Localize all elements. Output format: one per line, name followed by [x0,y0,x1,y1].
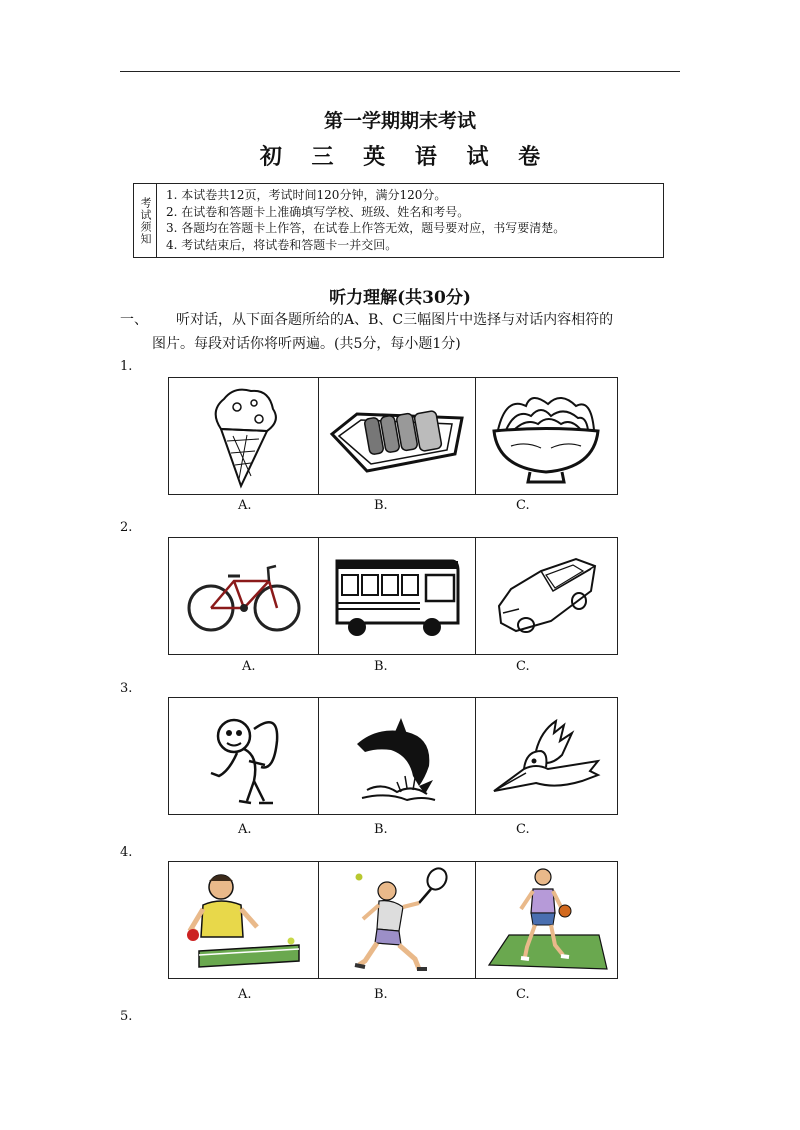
noodle-bowl-icon [486,386,606,486]
ping-pong-player-icon [179,865,309,975]
ice-cream-picture[interactable] [169,378,319,494]
monkey-picture[interactable] [169,698,319,814]
picture-row-q2 [168,537,618,655]
instruction-line-2: 图片。每段对话你将听两遍。(共5分，每小题1分) [152,336,461,352]
notice-item: 4. 考试结束后，将试卷和答题卡一并交回。 [166,237,398,252]
option-b-label: B. [374,987,388,1002]
option-a-label: A. [242,659,256,674]
exam-subtitle: 初 三 英 语 试 卷 [259,144,552,170]
notice-item: 2. 在试卷和答题卡上准确填写学校、班级、姓名和考号。 [166,204,470,219]
option-c-label: C. [516,498,530,513]
question-number: 5. [120,1009,133,1024]
basketball-player-picture[interactable] [476,862,617,978]
exam-title: 第一学期期末考试 [323,110,476,132]
part-number: 一、 [120,312,148,328]
option-c-label: C. [516,659,530,674]
noodle-bowl-picture[interactable] [476,378,617,494]
ice-cream-icon [199,381,289,491]
question-number: 3. [120,681,133,696]
section-title: 听力理解(共30分) [329,288,471,308]
notice-list [166,187,565,253]
dolphin-icon [347,706,447,806]
bread-plate-picture[interactable] [319,378,475,494]
option-a-label: A. [238,822,252,837]
top-rule [120,71,680,72]
question-number: 1. [120,359,133,374]
bird-icon [486,711,606,801]
picture-row-q3 [168,697,618,815]
tennis-player-icon [337,865,457,975]
notice-item: 3. 各题均在答题卡上作答，在试卷上作答无效，题号要对应，书写要清楚。 [166,221,566,235]
option-a-label: A. [238,987,252,1002]
exam-notice-box [133,183,664,258]
monkey-icon [199,701,289,811]
bird-picture[interactable] [476,698,617,814]
bus-picture[interactable] [319,538,475,654]
picture-row-q4 [168,861,618,979]
notice-label: 考试须知 [134,184,157,257]
question-number: 4. [120,845,133,860]
car-picture[interactable] [476,538,617,654]
picture-row-q1 [168,377,618,495]
instruction-line-1: 听对话，从下面各题所给的A、B、C三幅图片中选择与对话内容相符的 [176,312,614,328]
option-c-label: C. [516,987,530,1002]
option-b-label: B. [374,659,388,674]
dolphin-picture[interactable] [319,698,475,814]
option-c-label: C. [516,822,530,837]
option-a-label: A. [238,498,252,513]
notice-item: 1. 本试卷共12页，考试时间120分钟，满分120分。 [166,188,447,202]
bread-plate-icon [327,396,467,476]
bicycle-picture[interactable] [169,538,319,654]
bicycle-icon [184,556,304,636]
ping-pong-player-picture[interactable] [169,862,319,978]
basketball-player-icon [481,865,611,975]
question-number: 2. [120,520,133,535]
option-b-label: B. [374,498,388,513]
car-icon [491,551,601,641]
bus-icon [332,551,462,641]
tennis-player-picture[interactable] [319,862,475,978]
option-b-label: B. [374,822,388,837]
